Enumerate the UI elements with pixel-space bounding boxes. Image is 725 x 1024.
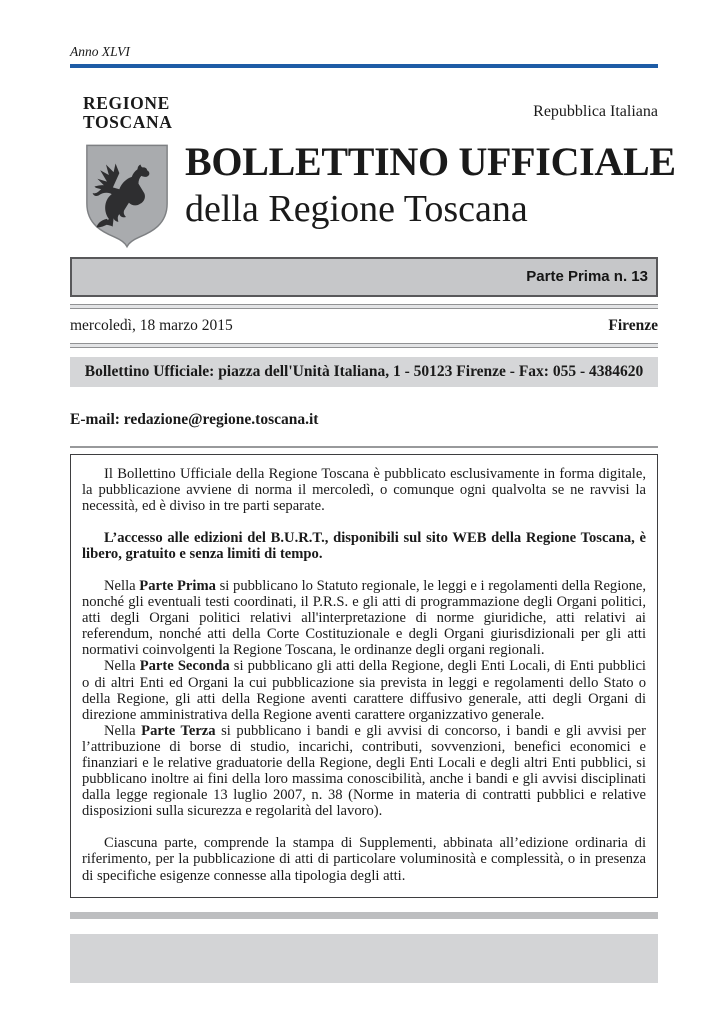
paragraph-parte-prima [82,578,646,658]
footer-thin-bar [70,912,658,919]
email-line: E-mail: redazione@regione.toscana.it [70,410,319,428]
paragraph-text: L’accesso alle edizioni del B.U.R.T., disponibili sul sito WEB della Regione Toscana, è libero, gratuito e senza limiti di tempo. [82,529,646,562]
paragraph-parte-terza [82,723,646,820]
bulletin-title: BOLLETTINO UFFICIALE [185,138,676,184]
footer-gray-box [70,934,658,983]
region-name-line1: REGIONE [83,92,170,113]
region-name-line2: TOSCANA [83,112,173,132]
paragraph-bold-term: Parte Terza [141,722,216,739]
date-row [70,316,658,336]
part-number-bar [70,257,658,297]
issue-date: mercoledì, 18 marzo 2015 [70,316,233,334]
paragraph-text: Nella [104,577,140,594]
pegasus-shield-icon [84,142,170,250]
divider-rule [70,343,658,348]
paragraph-text: Nella [104,722,142,739]
part-number-label: Parte Prima n. 13 [526,267,648,285]
republic-label: Repubblica Italiana [533,102,658,120]
paragraph-text: si pubblicano i bandi e gli avvisi di concorso, i bandi e gli avvisi per l’attribuzione di borse di studio, incarichi, contributi, sovvenzioni, benefici economici e finanziari e le relative graduatorie della Regione, degli Enti Locali e degli altri Enti pubblici, si pubblicano inoltre ai fini della loro massima conoscibilità, anche i bandi e gli avvisi disciplinati dalla legge regionale 13 luglio 2007, n. 38 (Norme in materia di contratti pubblici e relative disposizioni sulla sicurezza e regolarità del lavoro). [82,722,647,820]
paragraph-parte-seconda [82,658,646,722]
masthead [70,92,676,250]
double-divider-rule [70,446,658,448]
bulletin-subtitle: della Regione Toscana [185,187,528,230]
issue-city: Firenze [608,316,658,334]
region-name [83,94,172,133]
paragraph-text: Nella [104,658,140,675]
anno-label: Anno XLVI [70,44,130,59]
paragraph-bold-term: Parte Seconda [139,658,230,675]
paragraph-free-access [82,530,646,562]
description-box [70,454,658,898]
paragraph-text: Ciascuna parte, comprende la stampa di Supplementi, abbinata all’edizione ordinaria di riferimento, per la pubblicazione di atti di particolare voluminosità e complessità, o in presenza di specifiche esigenze connesse alla tipologia degli atti. [82,835,646,884]
divider-rule [70,304,658,309]
paragraph-bold-term: Parte Prima [139,577,216,594]
header-blue-rule [70,64,658,68]
paragraph-text: si pubblicano gli atti della Regione, degli Enti Locali, di Enti pubblici o di altri Enti ed Organi la cui pubblicazione sia prevista in leggi e regolamenti dello Stato o della Regione, gli atti della Regione aventi carattere diffusivo generale, atti degli Organi di direzione amministrativa della Regione aventi carattere organizzativo generale. [82,658,646,723]
paragraph-supplementi [82,835,646,883]
paragraph-text: si pubblicano lo Statuto regionale, le leggi e i regolamenti della Regione, nonché gli eventuali testi coordinati, il P.R.S. e gli atti di programmazione degli Organi politici, atti degli Organi politici relativi all'interpretazione di norme giuridiche, atti relativi ai referendum, nonché atti della Corte Costituzionale e degli Organi giurisdizionali per gli atti normativi coinvolgenti la Regione Toscana, le ordinanze degli organi regionali. [82,577,646,659]
address-bar: Bollettino Ufficiale: piazza dell'Unità Italiana, 1 - 50123 Firenze - Fax: 055 - 4384620 [70,357,658,387]
paragraph-text: Il Bollettino Ufficiale della Regione Toscana è pubblicato esclusivamente in forma digitale, la pubblicazione avviene di norma il mercoledì, o comunque ogni qualvolta se ne ravvisi la necessità, ed è diviso in tre parti separate. [82,465,646,514]
paragraph-digital-publication [82,466,646,514]
